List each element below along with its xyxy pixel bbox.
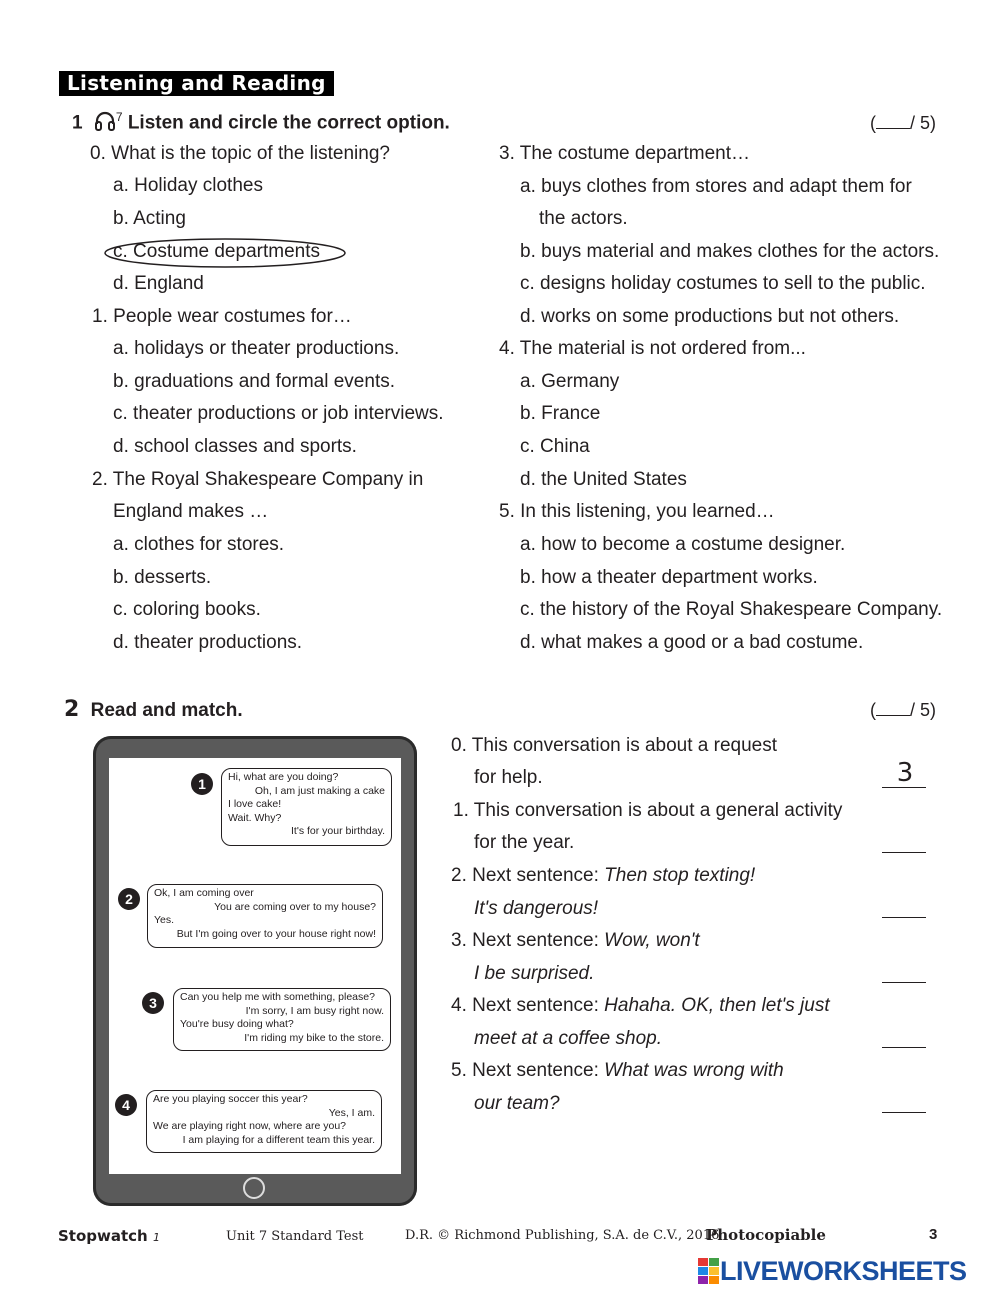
conversation-bubble-4: Are you playing soccer this year? Yes, I am. We are playing right now, where are you? I am playing for a different team this year. [146,1090,382,1153]
match-item-3-continued: I be surprised. [474,963,595,984]
answer-line[interactable] [882,982,926,983]
match-item-0-continued: for help. [474,767,543,788]
conversation-number: 3 [142,992,164,1014]
question-4: 4. The material is not ordered from... [499,338,806,359]
question-3: 3. The costume department… [499,143,751,164]
option[interactable]: c. the history of the Royal Shakespeare Company. [520,599,943,620]
exercise-number: 1 [72,112,83,134]
match-item-5: 5. Next sentence: What was wrong with [451,1060,784,1081]
section-title: Listening and Reading [59,71,334,96]
score-box: ( / 5) [870,113,937,133]
conversation-bubble-2: Ok, I am coming over You are coming over to my house? Yes. But I'm going over to your house right now! [147,884,383,948]
match-item-0: 0. This conversation is about a request [451,735,778,756]
option[interactable]: c. coloring books. [113,599,261,620]
option[interactable]: a. holidays or theater productions. [113,338,400,359]
score-box: ( / 5) [870,700,937,720]
answer-line[interactable] [882,917,926,918]
question-1: 1. People wear costumes for… [92,306,352,327]
question-2: 2. The Royal Shakespeare Company in [92,469,424,490]
match-item-5-continued: our team? [474,1093,560,1114]
match-item-1: 1. This conversation is about a general activity [453,800,843,821]
liveworksheets-logo-icon [698,1258,720,1284]
conversation-bubble-1: Hi, what are you doing? Oh, I am just making a cake I love cake! Wait. Why? It's for your birthday. [221,768,392,846]
option[interactable]: a. clothes for stores. [113,534,285,555]
option[interactable]: d. England [113,273,204,294]
match-item-2: 2. Next sentence: Then stop texting! [451,865,756,886]
option[interactable]: a. how to become a costume designer. [520,534,846,555]
option[interactable]: b. desserts. [113,567,212,588]
option[interactable]: c. designs holiday costumes to sell to the public. [520,273,926,294]
option-continued: the actors. [539,208,628,229]
option[interactable]: a. Germany [520,371,620,392]
answer-line [882,787,926,788]
option[interactable]: c. theater productions or job interviews. [113,403,444,424]
tablet-illustration [93,736,417,1206]
copyright: D.R. © Richmond Publishing, S.A. de C.V., 2016 [405,1228,720,1243]
exercise-1-header [72,110,450,134]
exercise-instruction: Read and match. [90,700,243,721]
unit-label: Unit 7 Standard Test [226,1229,364,1244]
answer-line[interactable] [882,852,926,853]
option[interactable]: b. graduations and formal events. [113,371,396,392]
option[interactable]: d. theater productions. [113,632,303,653]
conversation-number: 1 [191,773,213,795]
option[interactable]: a. buys clothes from stores and adapt them for [520,176,912,197]
exercise-2-header [64,697,243,722]
option[interactable]: b. buys material and makes clothes for the actors. [520,241,940,262]
option[interactable]: d. what makes a good or a bad costume. [520,632,864,653]
match-item-1-continued: for the year. [474,832,575,853]
tablet-screen [109,758,401,1174]
exercise-number: 2 [64,697,80,722]
option[interactable]: b. how a theater department works. [520,567,818,588]
brand-logo: Stopwatch 1 [58,1227,160,1245]
option[interactable]: c. China [520,436,590,457]
option[interactable]: b. France [520,403,601,424]
conversation-number: 4 [115,1094,137,1116]
option-circled[interactable]: c. Costume departments [113,241,320,262]
home-button-icon [243,1177,265,1199]
option[interactable]: d. school classes and sports. [113,436,357,457]
audio-track-number: 7 [115,110,123,124]
headphones-icon [94,111,116,131]
question-2-continued: England makes … [113,501,269,522]
page-number: 3 [929,1226,938,1243]
match-item-2-continued: It's dangerous! [474,898,599,919]
answer-line[interactable] [882,1047,926,1048]
option[interactable]: d. the United States [520,469,687,490]
match-item-4-continued: meet at a coffee shop. [474,1028,663,1049]
answer-line[interactable] [882,1112,926,1113]
match-item-3: 3. Next sentence: Wow, won't [451,930,700,951]
option[interactable]: b. Acting [113,208,186,229]
conversation-number: 2 [118,888,140,910]
option[interactable]: d. works on some productions but not others. [520,306,900,327]
option[interactable]: a. Holiday clothes [113,175,263,196]
exercise-instruction: Listen and circle the correct option. [127,112,450,134]
liveworksheets-watermark: LIVEWORKSHEETS [698,1256,967,1287]
question-5: 5. In this listening, you learned… [499,501,775,522]
question-0: 0. What is the topic of the listening? [90,143,390,164]
conversation-bubble-3: Can you help me with something, please? I'm sorry, I am busy right now. You're busy doing what? I'm riding my bike to the store. [173,988,391,1051]
answer-circle [102,236,348,270]
photocopiable-label: Photocopiable [706,1226,826,1244]
answer-value: 3 [896,758,914,788]
match-item-4: 4. Next sentence: Hahaha. OK, then let's just [451,995,830,1016]
